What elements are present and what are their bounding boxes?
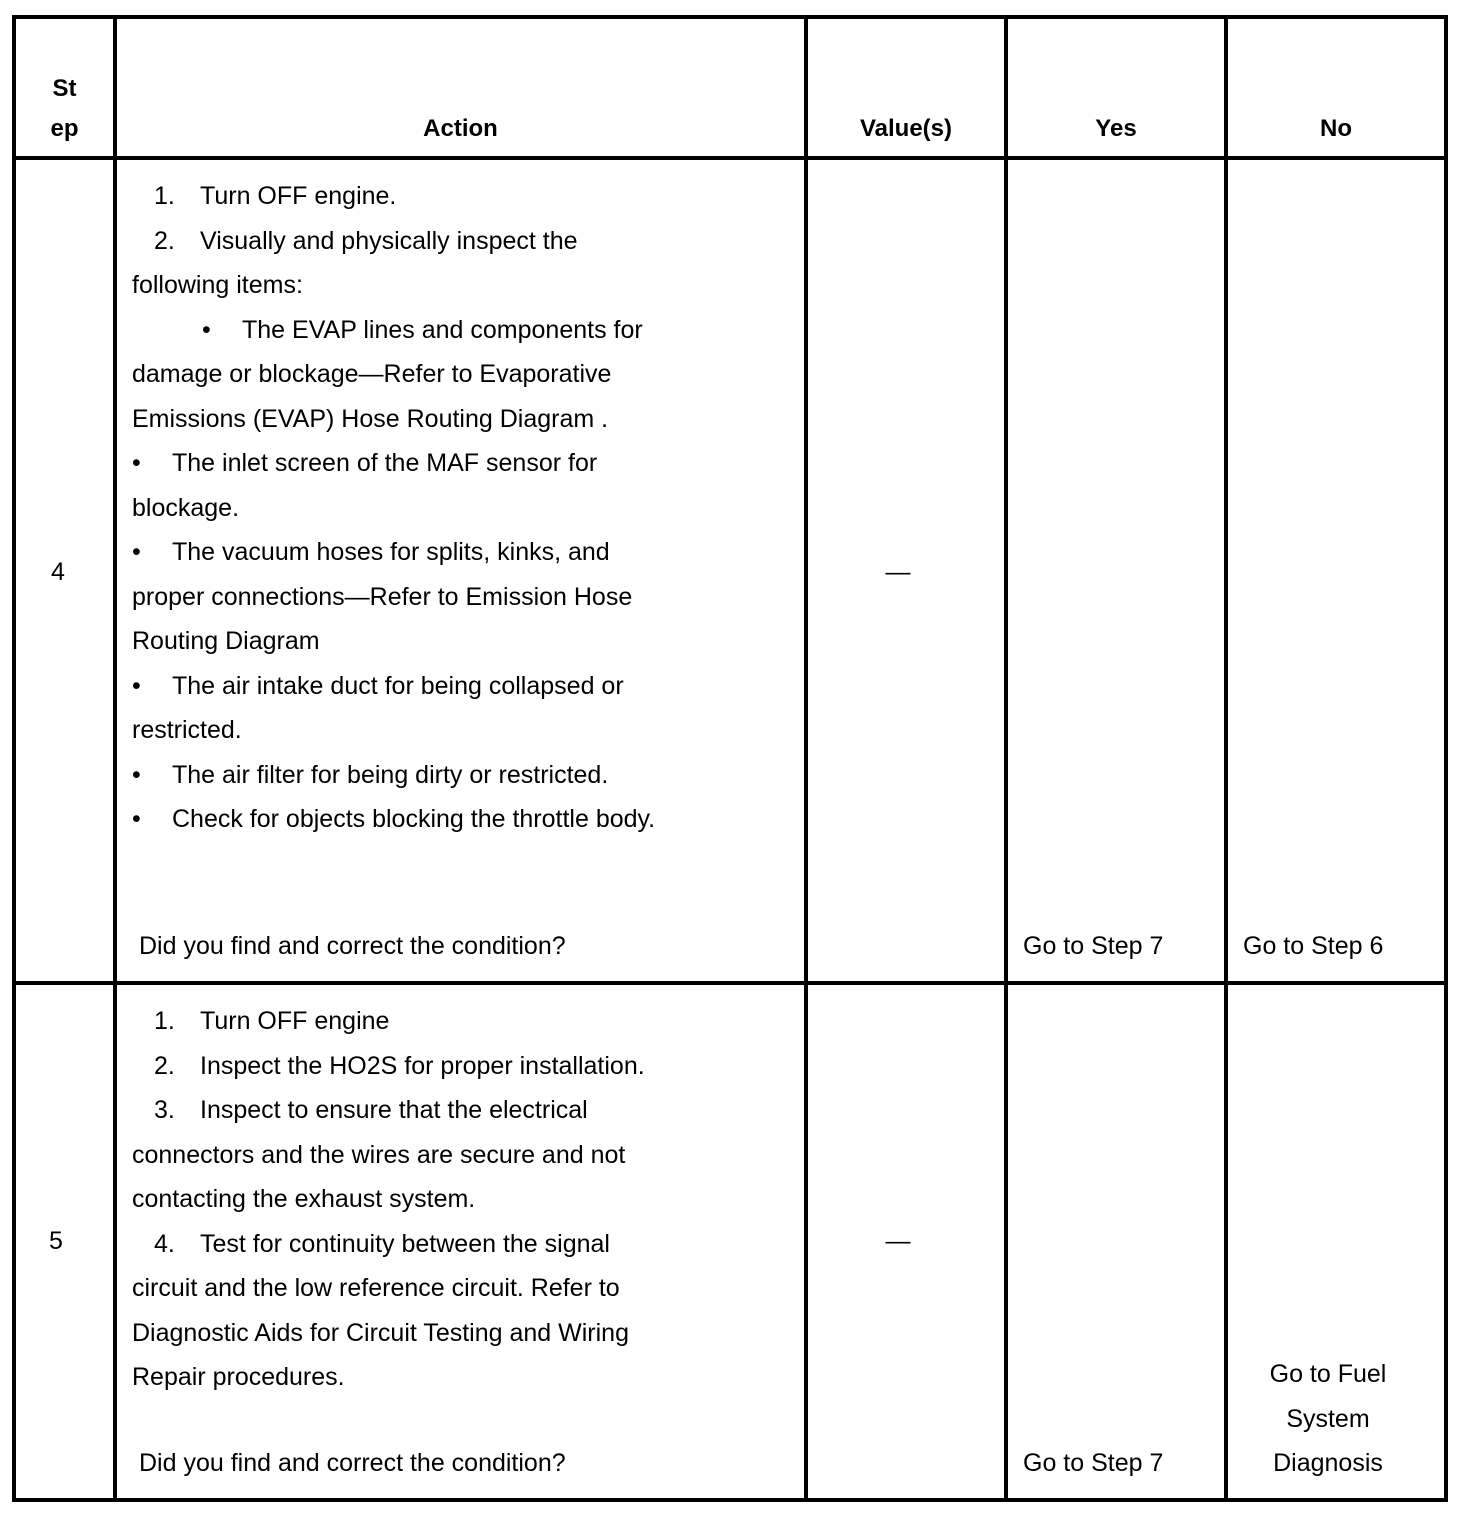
table-border-top xyxy=(12,15,1448,19)
action-steps xyxy=(132,174,802,842)
yes-cell: Go to Step 7 xyxy=(1023,1449,1164,1477)
row-divider xyxy=(12,981,1448,985)
diagnostic-table xyxy=(12,15,1448,1502)
header-step-line: ep xyxy=(50,115,79,142)
action-text: damage or blockage—Refer to Evaporative xyxy=(132,360,612,388)
value-cell: — xyxy=(885,558,911,586)
bullet-marker: • xyxy=(132,538,141,566)
action-line xyxy=(132,1222,802,1267)
action-text: The air filter for being dirty or restricted. xyxy=(172,760,609,789)
no-cell: Go to Step 6 xyxy=(1243,932,1384,960)
action-text: The vacuum hoses for splits, kinks, and xyxy=(172,538,610,566)
value-cell: — xyxy=(885,1227,911,1255)
column-divider xyxy=(804,15,808,1502)
action-text: Turn OFF engine xyxy=(200,1007,390,1035)
header-step-line: St xyxy=(52,75,77,102)
action-text: Visually and physically inspect the xyxy=(200,226,578,255)
header-values: Value(s) xyxy=(859,115,953,142)
column-divider xyxy=(113,15,117,1502)
action-text: contacting the exhaust system. xyxy=(132,1185,476,1213)
action-text: The EVAP lines and components for xyxy=(242,315,643,344)
action-text: following items: xyxy=(132,271,303,299)
action-line xyxy=(132,797,802,842)
step-number: 4 xyxy=(51,558,65,586)
bullet-marker: • xyxy=(202,315,211,344)
table-border-bottom xyxy=(12,1498,1448,1502)
no-cell-line: Go to Fuel xyxy=(1269,1360,1387,1388)
action-line xyxy=(132,397,802,442)
action-text: blockage. xyxy=(132,493,240,522)
action-line xyxy=(132,1044,802,1089)
list-marker: 1. xyxy=(154,182,175,210)
no-cell-line: Diagnosis xyxy=(1273,1449,1383,1477)
action-text: Turn OFF engine. xyxy=(200,182,397,210)
list-marker: 2. xyxy=(154,1051,175,1080)
column-divider xyxy=(1224,15,1228,1502)
action-text: Repair procedures. xyxy=(132,1363,345,1391)
action-text: The inlet screen of the MAF sensor for xyxy=(172,449,598,477)
action-line xyxy=(132,530,802,575)
step-number: 5 xyxy=(49,1227,63,1255)
no-cell xyxy=(1228,1352,1428,1486)
bullet-marker: • xyxy=(132,449,141,477)
action-line xyxy=(132,664,802,709)
action-line xyxy=(132,999,802,1044)
yes-cell: Go to Step 7 xyxy=(1023,932,1164,960)
action-text: Routing Diagram xyxy=(132,627,320,655)
action-text: proper connections—Refer to Emission Hose xyxy=(132,582,633,611)
bullet-marker: • xyxy=(132,671,141,700)
no-cell-line: System xyxy=(1286,1404,1370,1433)
action-line xyxy=(132,1177,802,1222)
action-line xyxy=(132,352,802,397)
action-text: Check for objects blocking the throttle body. xyxy=(172,805,656,833)
header-yes: Yes xyxy=(1095,115,1137,142)
action-steps xyxy=(132,999,802,1400)
action-line xyxy=(132,1133,802,1178)
question-text: Did you find and correct the condition? xyxy=(139,932,566,960)
action-line xyxy=(132,263,802,308)
action-text: circuit and the low reference circuit. Refer to xyxy=(132,1274,620,1302)
header-no: No xyxy=(1320,115,1352,142)
action-line xyxy=(132,174,802,219)
action-line xyxy=(132,575,802,620)
action-text: connectors and the wires are secure and not xyxy=(132,1140,626,1169)
table-border-left xyxy=(12,15,16,1502)
header-step xyxy=(16,69,113,149)
list-marker: 1. xyxy=(154,1007,175,1035)
action-text: Inspect the HO2S for proper installation. xyxy=(200,1051,645,1080)
table-border-right xyxy=(1444,15,1448,1502)
question-text: Did you find and correct the condition? xyxy=(139,1449,566,1477)
action-line xyxy=(132,1355,802,1400)
action-line xyxy=(132,708,802,753)
list-marker: 3. xyxy=(154,1096,175,1124)
list-marker: 2. xyxy=(154,226,175,255)
action-text: The air intake duct for being collapsed or xyxy=(172,671,624,700)
action-line xyxy=(132,1088,802,1133)
action-line xyxy=(132,1311,802,1356)
list-marker: 4. xyxy=(154,1229,175,1258)
header-divider xyxy=(12,156,1448,160)
action-text: Test for continuity between the signal xyxy=(200,1229,610,1258)
column-divider xyxy=(1004,15,1008,1502)
action-line xyxy=(132,441,802,486)
action-line xyxy=(132,619,802,664)
action-line xyxy=(132,486,802,531)
action-text: Inspect to ensure that the electrical xyxy=(200,1096,588,1124)
action-line xyxy=(132,753,802,798)
action-line xyxy=(132,219,802,264)
action-text: Emissions (EVAP) Hose Routing Diagram . xyxy=(132,404,609,433)
action-line xyxy=(132,308,802,353)
action-text: restricted. xyxy=(132,716,242,744)
header-action: Action xyxy=(423,115,498,142)
action-line xyxy=(132,1266,802,1311)
bullet-marker: • xyxy=(132,760,141,789)
bullet-marker: • xyxy=(132,805,141,833)
action-text: Diagnostic Aids for Circuit Testing and Wiring xyxy=(132,1318,629,1347)
